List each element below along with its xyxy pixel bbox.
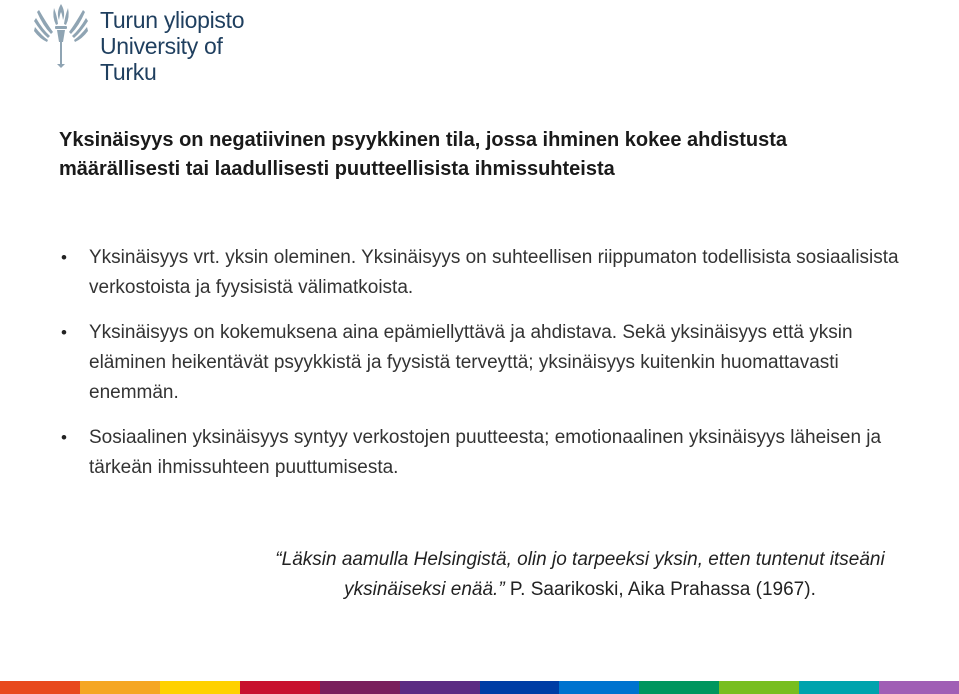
stripe-segment bbox=[80, 681, 160, 694]
bullet-item bbox=[59, 318, 929, 408]
stripe-segment bbox=[0, 681, 80, 694]
bullet-list bbox=[59, 243, 929, 498]
color-stripe bbox=[0, 681, 959, 694]
stripe-segment bbox=[400, 681, 480, 694]
bullet-marker: • bbox=[61, 248, 67, 267]
stripe-segment bbox=[160, 681, 240, 694]
quote-attribution: P. Saarikoski, Aika Prahassa (1967). bbox=[504, 579, 816, 600]
bullet-marker: • bbox=[61, 323, 67, 342]
stripe-segment bbox=[639, 681, 719, 694]
heading-line-2: määrällisesti tai laadullisesti puutteellisista ihmissuhteista bbox=[59, 158, 615, 180]
bullet-text: Yksinäisyys vrt. yksin oleminen. Yksinäisyys on suhteellisen riippumaton todellisista sosiaalisista verkostoista ja fyysisistä välimatkoista. bbox=[89, 247, 899, 298]
bullet-item bbox=[59, 423, 929, 483]
stripe-segment bbox=[719, 681, 799, 694]
bullet-text: Sosiaalinen yksinäisyys syntyy verkostojen puutteesta; emotionaalinen yksinäisyys läheisen ja tärkeän ihmissuhteen puuttumisesta. bbox=[89, 427, 882, 478]
logo-text bbox=[100, 7, 273, 85]
bullet-item bbox=[59, 243, 929, 303]
logo-name-finnish: Turun yliopisto bbox=[100, 7, 245, 33]
torch-emblem-icon bbox=[33, 2, 89, 68]
stripe-segment bbox=[559, 681, 639, 694]
slide-heading bbox=[59, 126, 919, 184]
university-logo bbox=[33, 2, 273, 85]
stripe-segment bbox=[480, 681, 560, 694]
stripe-segment bbox=[879, 681, 959, 694]
bullet-text: Yksinäisyys on kokemuksena aina epämiellyttävä ja ahdistava. Sekä yksinäisyys että yksin eläminen heikentävät psyykkistä ja fyysistä terveyttä; yksinäisyys kuitenkin huomattavasti enemmän. bbox=[89, 322, 853, 403]
stripe-segment bbox=[799, 681, 879, 694]
stripe-segment bbox=[320, 681, 400, 694]
heading-line-1: Yksinäisyys on negatiivinen psyykkinen tila, jossa ihminen kokee ahdistusta bbox=[59, 129, 788, 151]
quote-line-1: “Läksin aamulla Helsingistä, olin jo tarpeeksi yksin, etten tuntenut itseäni bbox=[275, 549, 885, 570]
stripe-segment bbox=[240, 681, 320, 694]
quote-line-2: yksinäiseksi enää.” bbox=[344, 579, 505, 600]
logo-name-english: University of Turku bbox=[100, 33, 223, 85]
quote-block bbox=[200, 545, 959, 605]
bullet-marker: • bbox=[61, 428, 67, 447]
